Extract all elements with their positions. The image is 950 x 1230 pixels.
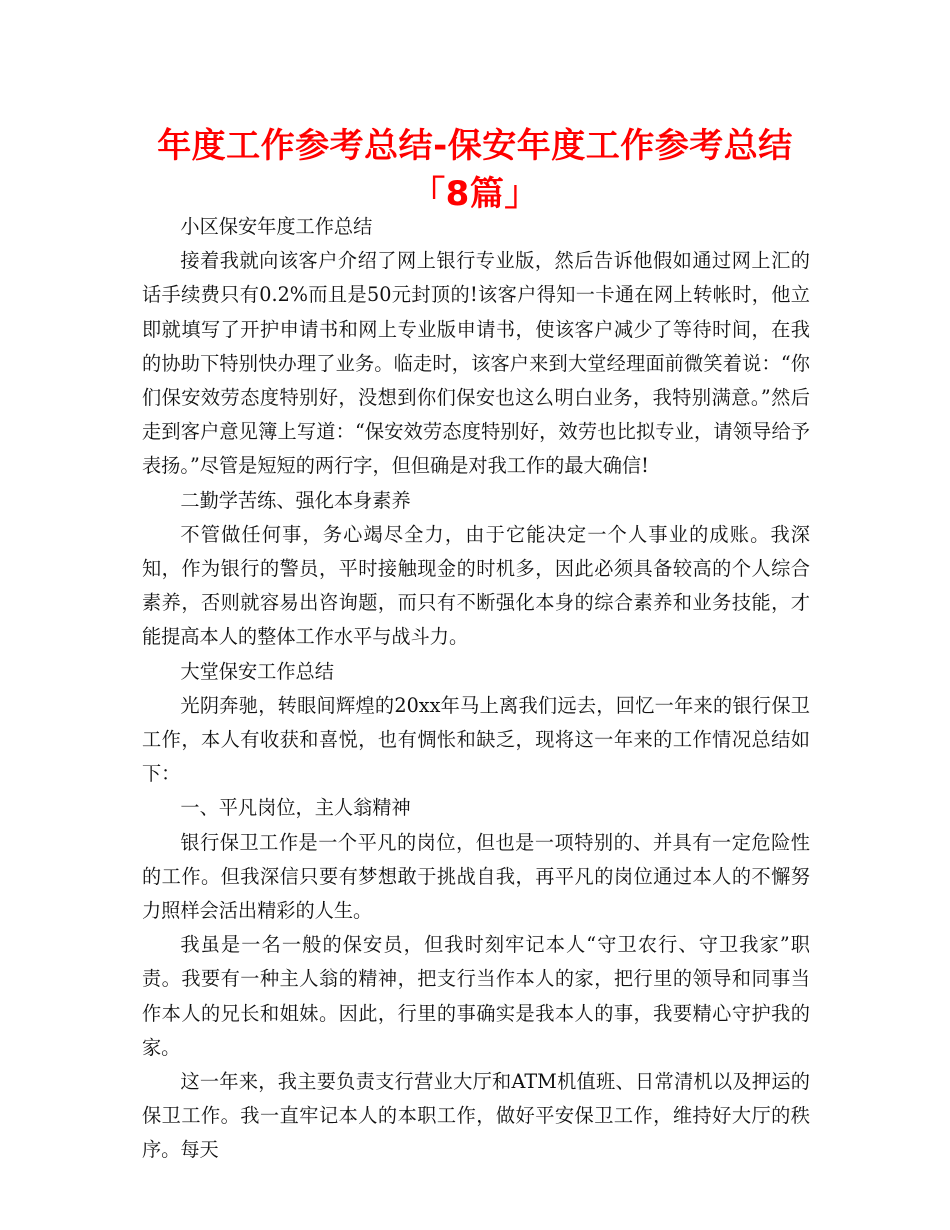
section-heading: 二勤学苦练、强化本身素养	[180, 488, 411, 512]
body-paragraph: 我虽是一名一般的保安员，但我时刻牢记本人“守卫农行、守卫我家”职责。我要有一种主人翁的精神，把支行当作本人的家，把行里的领导和同事当作本人的兄长和姐妹。因此，行里的事确实是我本人的事，我要精心守护我的家。	[142, 933, 810, 1059]
section-heading: 大堂保安工作总结	[180, 659, 334, 683]
body-paragraph: 光阴奔驰，转眼间辉煌的20xx年马上离我们远去，回忆一年来的银行保卫工作，本人有收获和喜悦，也有惆怅和缺乏，现将这一年来的工作情况总结如下：	[142, 693, 810, 786]
body-paragraph: 接着我就向该客户介绍了网上银行专业版，然后告诉他假如通过网上汇的话手续费只有0.2%而且是50元封顶的!该客户得知一卡通在网上转帐时，他立即就填写了开护申请书和网上专业版申请书，使该客户减少了等待时间，在我的协助下特别快办理了业务。临走时，该客户来到大堂经理面前微笑着说：“你们保安效劳态度特别好，没想到你们保安也这么明白业务，我特别满意。”然后走到客户意见簿上写道：“保安效劳态度特别好，效劳也比拟专业，请领导给予表扬。”尽管是短短的两行字，但但确是对我工作的最大确信!	[142, 249, 810, 478]
body-paragraph: 这一年来，我主要负责支行营业大厅和ATM机值班、日常清机以及押运的保卫工作。我一直牢记本人的本职工作，做好平安保卫工作，维持好大厅的秩序。每天	[142, 1070, 810, 1162]
body-paragraph: 银行保卫工作是一个平凡的岗位，但也是一项特别的、并具有一定危险性的工作。但我深信只要有梦想敢于挑战自我，再平凡的岗位通过本人的不懈努力照样会活出精彩的人生。	[142, 830, 810, 923]
section-heading: 小区保安年度工作总结	[180, 215, 373, 238]
document-title: 年度工作参考总结-保安年度工作参考总结「8篇」	[157, 126, 793, 214]
document-body	[142, 210, 810, 1168]
section-heading: 一、平凡岗位，主人翁精神	[180, 796, 411, 820]
body-paragraph: 不管做任何事，务心竭尽全力，由于它能决定一个人事业的成账。我深知，作为银行的警员，平时接触现金的时机多，因此必须具备较高的个人综合素养，否则就容易出咨询题，而只有不断强化本身的综合素养和业务技能，才能提高本人的整体工作水平与战斗力。	[142, 522, 810, 649]
